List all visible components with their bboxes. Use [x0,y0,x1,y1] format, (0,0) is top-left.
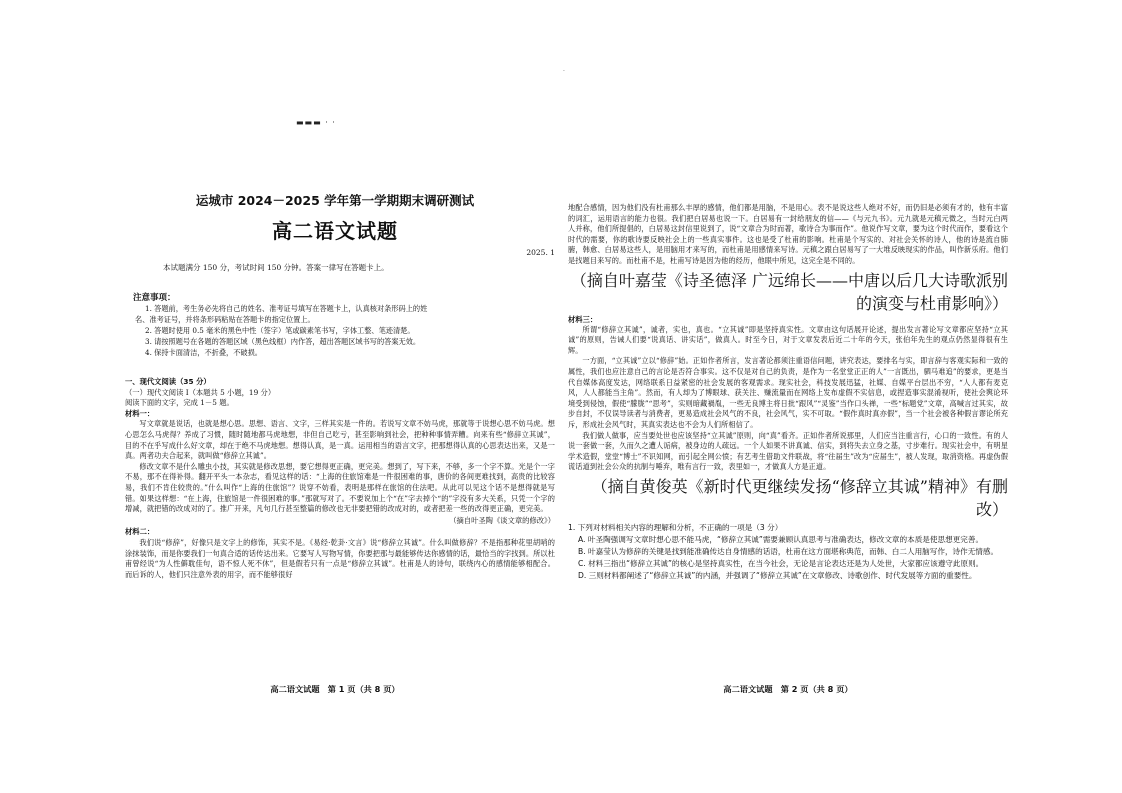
scan-mark: ▬▬▬ · · [296,118,336,127]
material-1-para: 写文章就是说话，也就是想心思。思想、语言、文字，三样其实是一件的。若说写文章不妨马虎，那就等于说想心思不妨马虎。想心思怎么马虎得？养成了习惯，随时随地都马虎地想，非但自己吃亏，甚至影响到社会，把种种事情弄糟。向来有些“修辞立其诚”，目的不在乎写成什么好文章，却在于绝不马虎地想。想得认真，是一真。运用相当的语言文字，把那想得认真的心思表达出来，又是一真。两者功夫合起来，就叫做“修辞立其诚”。 [125,419,555,461]
material-3-para: 所谓“修辞立其诚”，诚者，实也，真也。“立其诚”即是坚持真实性。文章由这句话展开论述，提出发言著论写文章都应坚持“立其诚”的原则，告诫人们要“说真话、讲实话”，做真人。时至今日，对于文章发表后近二十年的今天，张伯年先生的观点仍然显得很有生辉。 [568,324,1008,355]
option-b: B. 叶嘉莹认为修辞的关键是找到能准确传达自身情感的话语，杜甫在这方面堪称典范，而韩、白二人用脑写作，诗作无情感。 [578,546,999,556]
material-2-para: 我们说“修辞”，好像只是文字上的修饰，其实不是。《易经·乾卦·文言》说“修辞立其诚”。什么叫做修辞？不是指那种花里胡哨的涂抹装饰，而是你要我们一句真合适的话传达出来。它要写人写物写情，你要把那与最能够传达你感情的话，最恰当的字找到。所以杜甫曾经说“为人性僻耽佳句，语不惊人死不休”，但是假若只有一点是“修辞立其诚”。杜甫是人的诗句，联绕内心的感情能够相配合。而后诉的人，他们只注意外表的用字，而不能够很好 [125,537,555,579]
subsection-heading: （一）现代文阅读 I（本题共 5 小题，19 分） [125,387,276,397]
material-2-label: 材料二： [125,527,155,537]
exam-date: 2025. 1 [526,248,555,257]
option-d: D. 三则材料都阐述了“修辞立其诚”的内涵，并强调了“修辞立其诚”在文章修改、诗歌创作、时代发展等方面的重要性。 [578,570,977,580]
material-3-para: 我们做人做事，应当要处世也应该坚持“立其诚”原则，向“真”看齐。正如作者所说那里，人们应当注重言行，心口的一致性。有的人说一套做一套，久而久之遭人诟病，被身边的人疏远。一个人如果不讲真诚、信实，到将失去立身之基，寸步难行。现实社会中，有明星学术造假，堂堂“博士”不识知网，而引起全网公愤；有艺考生借助文件联战，将“往届生”改为“应届生”，被人发现，取消资格。再虚伪假谎话道到社会公众的抗制与唾弃，唯有言行一致，表里如一，才做真人方是正道。 [568,430,1008,472]
reading-section [125,377,555,580]
notice-heading: 注意事项： [133,293,176,303]
page-2 [568,0,1008,793]
material-1-label: 材料一： [125,408,155,418]
notice-item: 名、准考证号，并将条形码粘贴在答题卡的指定位置上。 [135,315,315,324]
page-2-footer: 高二语文试题 第 2 页（共 8 页） [723,684,853,694]
material-2-continued: 地配合感情，因为他们没有杜甫那么丰厚的感情，他们都是用脑，不是用心。表不是说这些人绝对不好，而仍旧是必须有才的，他有丰富的词汇，运用语言的能力也很。我们把白居易也说一下。白居易有一封给朋友的信——《与元九书》。元九就是元稹元微之，当时元白两人并称，他们所提倡的，白居易这封信里说到了，说“文章合为时而著，歌诗合为事而作”。他说作写文章，要为这个时代而作，要看这个时代的需要，你的歌诗要反映社会上的一些真实事件。这也是受了杜甫的影响。杜甫是个写实的、对社会关怀的诗人，他的诗是流自肺腑，韩愈、白居易这些人，是用脑用才来写的，而杜甫是用感情来写诗。元稹之跟白居易写了一大堆反映现实的作品，叫作新乐府。他们是找题目来写的。而杜甫不是，杜甫写诗是因为他的经历，他眼中所见，这完全是不同的。 [568,203,1008,265]
notice-item: 1. 答题前，考生务必先将自己的姓名、准考证号填写在答题卡上，认真核对条形码上的姓 [145,304,428,313]
notice-list [135,303,553,358]
option-a: A. 叶圣陶强调写文章时想心思不能马虎，“修辞立其诚”需要兼顾认真思考与准确表达，修改文章的本质是使思想更完善。 [578,534,984,544]
question-1-stem: 1. 下列对材料相关内容的理解和分析，不正确的一项是（3 分） [568,522,783,532]
section-heading: 一、现代文阅读（35 分） [125,377,211,386]
material-3-source: （摘自黄俊英《新时代更继续发扬“修辞立其诚”精神》有删改） [591,476,1008,519]
scan-dot: · [563,68,565,75]
notice-item: 4. 保持卡面清洁，不折叠，不破损。 [145,348,262,357]
instruction: 阅读下面的文字，完成 1－5 题。 [125,398,234,408]
material-3-label: 材料三： [568,314,598,324]
material-3-para: 一方面，“立其诚”立以“修辞”始。正如作者所言，发言著论都须注重语信问题，讲究表达，要排名与实，即言辞与客观实际和一致的属性，我们也应注意自己的言论是否符合事实。这不仅是对自己的负责，是作为一名堂堂正正的人”一言既出，驷马难追”的要求，更是当代自媒体高度发达，网络联系日益紧密的社会发展的客观需求。现实社会，科技发展迅猛，社媒、自媒平台层出不穷，“人人都有麦克风，人人都能当主角”。然而，有人却为了博眼球、获关注、赚流量而在网络上发布虚假不实信息，或捏造事实混淆视听，使社会舆论环境受到侵蚀，假使“朦胧”“思考”，实则暗藏禍胤，一些无良博主将日批“跟风”“灵鉴”当作口头禅，一些“标题党”文章，高喊言过其实，故步自封，不仅误导读者与消费者，更易造成社会风气的不良，社会风气，实不可取。“假作真时真亦假”，当一个社会被各种假言谬论所充斥，形成社会风气时，其真实表达也不会为人们所相信了。 [568,356,1009,429]
exam-title: 运城市 2024－2025 学年第一学期期末调研测试 [195,193,475,208]
material-1-source: （摘自叶圣陶《谈文章的修改》） [449,515,555,525]
option-c: C. 材料三指出“修辞立其诚”的核心是坚持真实性，在当今社会，无论是言论表达还是为人处世，大家都应该遵守此原则。 [578,558,984,568]
exam-info: 本试题满分 150 分，考试时间 150 分钟。答案一律写在答题卡上。 [163,263,389,272]
material-2-source: （摘自叶嘉莹《诗圣德泽 广远绵长——中唐以后几大诗歌派别的演变与杜甫影响》） [570,270,1008,313]
subject-title: 高二语文试题 [272,219,398,243]
page-1 [115,0,555,793]
material-1-para: 修改文章不是什么雕虫小技，其实就是修改思想，要它想得更正确，更完美。想到了，写下来，不够，多一个字不算。光是个一字不易，那不在得补得。翻开平头一本杂志，看见这样的话：“上海的住旅馆难是一件很困难的事，唐价的各间更难找到，高贵的比较容易，我们不肯住较贵的。”什么叫作“上海的住旅馆”？说穿不妨看，表明是那样在旅馆的住法吧。从此可以见这个话不是想得就是写错。如果这样想：“在上海，住旅馆是一件很困难的事。”那就写对了。不要说加上个“在”字去掉个“的”字没有多大关系，只凭一个字的增减，就把错的改成对的了。推广开来，凡句几行甚至整篇的修改也无非要把错的改成对的，或者把差一些的改得更正确，更完美。 [125,461,555,514]
question-1 [568,522,1008,582]
notice-item: 3. 请按照题号在各题的答题区域（黑色线框）内作答，超出答题区域书写的答案无效。 [145,337,421,346]
notice-item: 2. 答题时使用 0.5 毫米的黑色中性（签字）笔或碳素笔书写，字体工整、笔迹清楚。 [145,326,415,335]
page-1-footer: 高二语文试题 第 1 页（共 8 页） [270,684,400,694]
page-2-body [568,203,1008,582]
